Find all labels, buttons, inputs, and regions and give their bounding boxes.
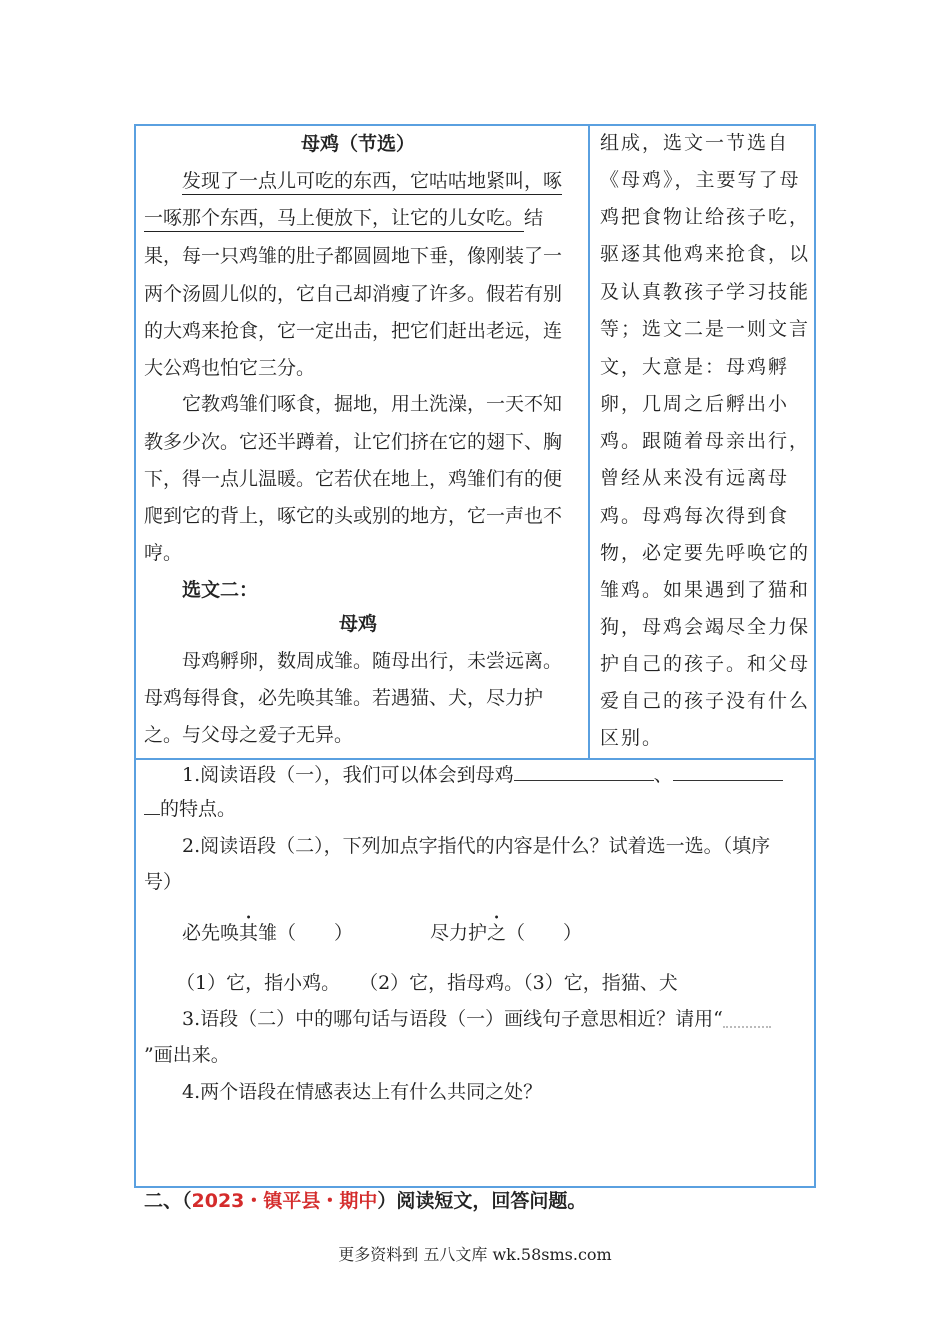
passage1-line: 教多少次。它还半蹲着，让它们挤在它的翅下、胸 (144, 431, 563, 453)
passage1-line: 一啄那个东西，马上便放下，让它的儿女吃。结 (144, 205, 572, 231)
answer-blank[interactable] (514, 762, 654, 781)
question-2-options: （1）它，指小鸡。 （2）它，指母鸡。（3）它，指猫、犬 (176, 972, 678, 994)
passage1-line: 发现了一点儿可吃的东西，它咕咕地紧叫，啄 (182, 168, 610, 194)
side-note-line: 等；选文二是一则文言 (600, 318, 811, 340)
passage1-line: 哼。 (144, 542, 183, 564)
question-1-continued: 的特点。 (144, 796, 804, 822)
side-note-line: 驱逐其他鸡来抢食，以 (600, 243, 811, 265)
passage1-line: 它教鸡雏们啄食，掘地，用土洗澡，一天不知 (182, 393, 563, 415)
question-2-item-1: 必先唤其雏（ ） (182, 922, 354, 944)
passage2-line: 之。与父母之爱子无异。 (144, 724, 354, 746)
question-4: 4.两个语段在情感表达上有什么共同之处？ (182, 1081, 543, 1103)
answer-blank[interactable] (144, 796, 160, 815)
side-note-line: 文，大意是：母鸡孵 (600, 356, 790, 378)
side-note-line: 曾经从来没有远离母 (600, 467, 790, 489)
side-note-line: 区别。 (600, 727, 664, 749)
side-note-line: 爱自己的孩子没有什么 (600, 690, 811, 712)
passage1-line: 大公鸡也怕它三分。 (144, 357, 316, 379)
side-note-line: 雏鸡。如果遇到了猫和 (600, 579, 811, 601)
wavy-line-mark (723, 1012, 771, 1028)
side-note-line: 及认真教孩子学习技能 (600, 281, 811, 303)
side-note-line: 护自己的孩子。和父母 (600, 653, 811, 675)
passage1-line: 爬到它的背上，啄它的头或别的地方，它一声也不 (144, 505, 563, 527)
passage2-label: 选文二： (182, 579, 259, 601)
question-3: 3.语段（二）中的哪句话与语段（一）画线句子意思相近？请用“ (182, 1006, 842, 1032)
passage1-line: 两个汤圆儿似的，它自己却消瘦了许多。假若有别 (144, 283, 563, 305)
passage1-title: 母鸡（节选） (300, 133, 415, 155)
passage1-line: 下，得一点儿温暖。它若伏在地上，鸡雏们有的便 (144, 468, 563, 490)
side-note-line: 鸡。跟随着母亲出行， (600, 430, 811, 452)
side-note-line: 狗，母鸡会竭尽全力保 (600, 616, 811, 638)
passage2-line: 母鸡每得食，必先唤其雏。若遇猫、犬，尽力护 (144, 687, 544, 709)
side-note-line: 鸡把食物让给孩子吃， (600, 206, 811, 228)
dotted-char: 之 (487, 922, 507, 944)
question-2: 2.阅读语段（二），下列加点字指代的内容是什么？试着选一选。（填序 (182, 835, 771, 857)
side-note-line: 《母鸡》，主要写了母 (600, 169, 801, 191)
question-2-item-2: 尽力护之（ ） (430, 922, 583, 944)
footer-link-text: 更多资料到 五八文库 wk.58sms.com (338, 1245, 612, 1264)
side-note-line: 组成，选文一节选自 (600, 132, 790, 154)
side-note-line: 卵，几周之后孵出小 (600, 393, 790, 415)
dotted-char: 其 (239, 922, 259, 944)
passage1-line: 果，每一只鸡雏的肚子都圆圆地下垂，像刚装了一 (144, 245, 563, 267)
passage2-line: 母鸡孵卵，数周成雏。随母出行，未尝远离。 (182, 650, 563, 672)
passage2-title: 母鸡 (338, 613, 377, 635)
passage1-line: 的大鸡来抢食，它一定出击，把它们赶出老远，连 (144, 320, 563, 342)
side-note-line: 物，必定要先呼唤它的 (600, 542, 811, 564)
answer-blank[interactable] (673, 762, 783, 781)
side-note-line: 鸡。母鸡每次得到食 (600, 505, 790, 527)
section-heading: 二、（2023・镇平县・期中）阅读短文，回答问题。 (144, 1190, 587, 1212)
question-1: 1.阅读语段（一），我们可以体会到母鸡 、 (182, 762, 842, 788)
question-3-continued: ”画出来。 (144, 1044, 230, 1066)
question-2-continued: 号） (144, 871, 183, 893)
